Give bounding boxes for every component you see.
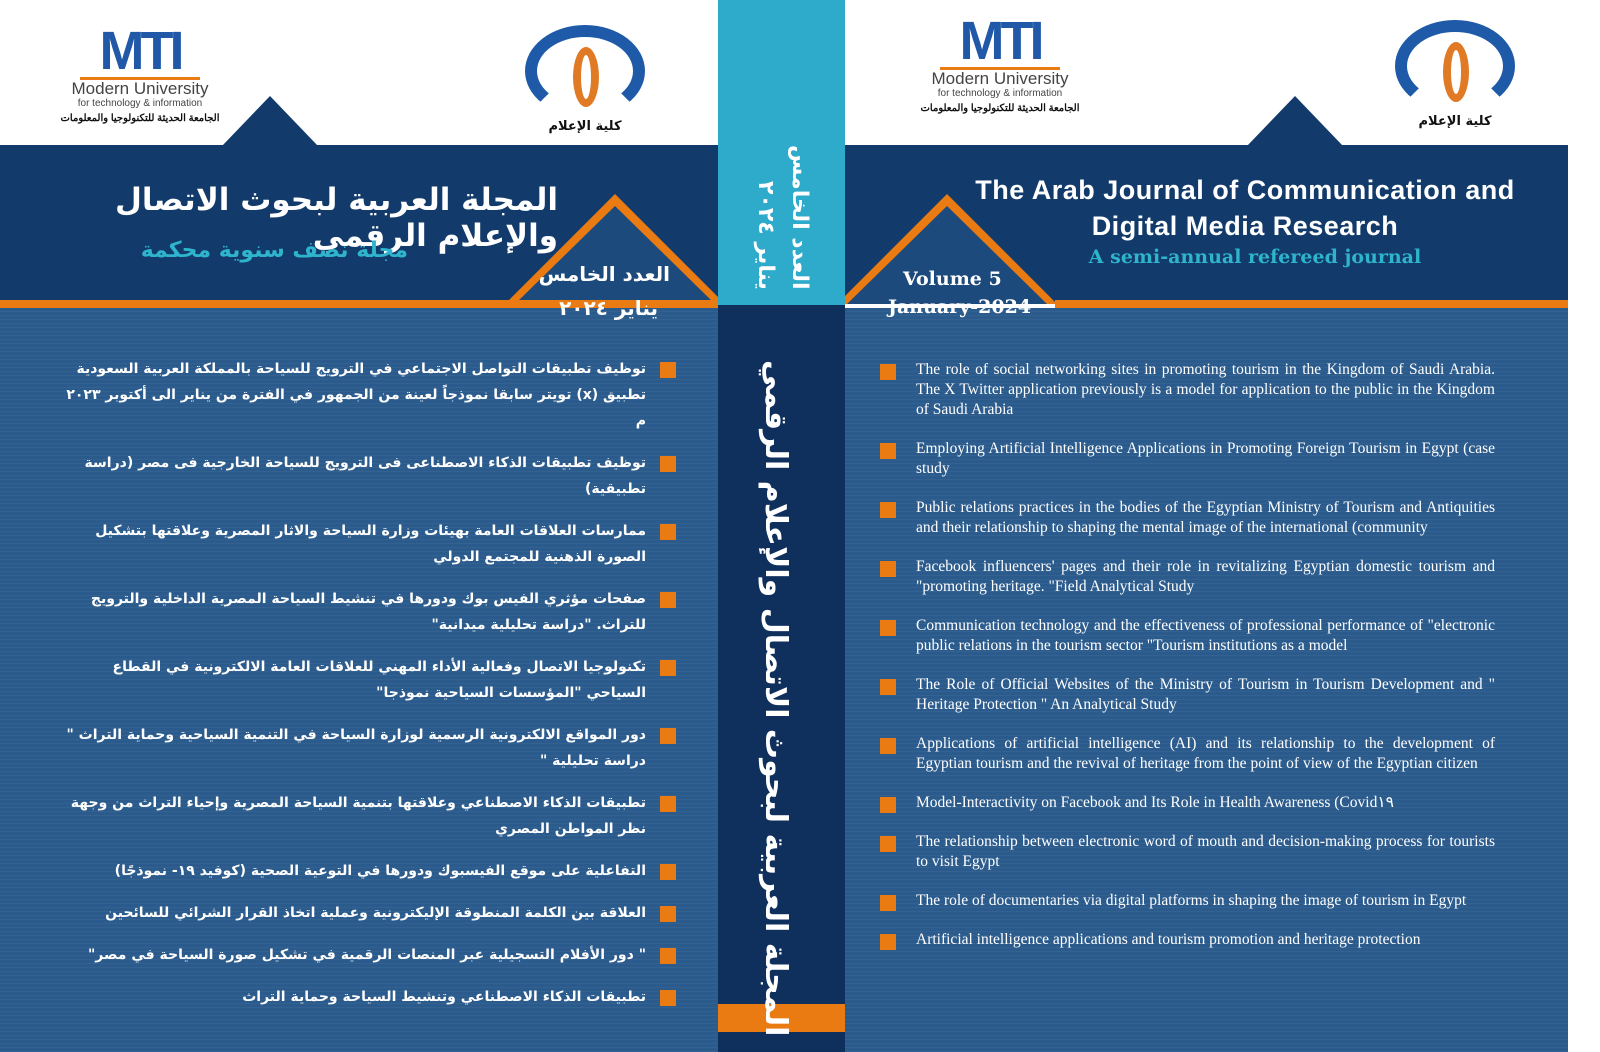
english-article-list [880, 360, 1495, 969]
article-title: تكنولوجيا الاتصال وفعالية الأداء المهني للعلاقات العامة الالكترونية في القطاع السياحي "المؤسسات السياحية نموذجا" [112, 659, 646, 701]
article-title: توظيف تطبيقات الذكاء الاصطناعى فى الترويج للسياحة الخارجية فى مصر (دراسة تطبيقية) [84, 455, 646, 497]
english-subtitle: A semi-annual refereed journal [1088, 246, 1422, 268]
article-title: The role of social networking sites in promoting tourism in the Kingdom of Saudi Arabia. The X Twitter application previously is a model for application to the public in the Kingdom of Saudi Arabia [916, 361, 1495, 418]
article-title: " دور الأفلام التسجيلية عبر المنصات الرقمية في تشكيل صورة السياحة في مصر" [87, 947, 646, 963]
decorative-triangle [1247, 96, 1343, 146]
spine-issue: العدد الخامس يناير ٢٠٢٤ [753, 145, 812, 290]
article-title: Model-Interactivity on Facebook and Its Role in Health Awareness (Covid١٩ [916, 794, 1394, 811]
bullet-square-icon [880, 561, 896, 577]
issue-date: January-2024 [888, 296, 1032, 318]
arabic-subtitle: مجلة نصف سنوية محكمة [140, 238, 408, 263]
article-item [56, 900, 676, 926]
article-item [880, 891, 1495, 911]
bullet-square-icon [880, 364, 896, 380]
article-title: دور المواقع الالكترونية الرسمية لوزارة السياحة في التنمية السياحية وحماية التراث " دراسة تحليلية " [66, 727, 646, 769]
article-item [880, 439, 1495, 479]
article-title: التفاعلية على موقع الفيسبوك ودورها في التوعية الصحية (كوفيد ١٩- نموذجًا) [114, 863, 646, 879]
bullet-square-icon [880, 502, 896, 518]
bullet-square-icon [880, 738, 896, 754]
article-title: Communication technology and the effectiveness of professional performance of "electronic public relations in the tourism sector "Tourism institutions as a model [916, 617, 1495, 654]
bullet-square-icon [660, 728, 676, 744]
article-item [56, 356, 676, 434]
english-title: The Arab Journal of Communication and Digital Media Research [975, 175, 1515, 241]
bullet-square-icon [880, 797, 896, 813]
bullet-square-icon [660, 592, 676, 608]
volume: Volume 5 [903, 268, 1002, 290]
bullet-square-icon [660, 990, 676, 1006]
bullet-square-icon [660, 456, 676, 472]
article-item [880, 832, 1495, 872]
bullet-square-icon [660, 524, 676, 540]
article-title: تطبيقات الذكاء الاصطناعي وتنشيط السياحة وحماية التراث [242, 989, 646, 1005]
article-title: The Role of Official Websites of the Ministry of Tourism in Tourism Development and " Heritage Protection " An Analytical Study [916, 676, 1495, 713]
article-title: The role of documentaries via digital platforms in shaping the image of tourism in Egypt [916, 892, 1467, 909]
arabic-title: المجلة العربية لبحوث الاتصال والإعلام الرقمي [114, 182, 558, 254]
article-item [56, 450, 676, 502]
article-title: صفحات مؤثري الفيس بوك ودورها في تنشيط السياحة المصرية الداخلية والترويج للتراث. "دراسة تحليلية ميدانية" [90, 591, 646, 633]
bullet-square-icon [660, 362, 676, 378]
bullet-square-icon [880, 443, 896, 459]
bullet-square-icon [660, 948, 676, 964]
article-item [880, 498, 1495, 538]
bullet-square-icon [660, 906, 676, 922]
article-item [880, 793, 1495, 813]
article-title: العلاقة بين الكلمة المنطوقة الإليكترونية وعملية اتخاذ القرار الشرائي للسائحين [105, 905, 646, 921]
bullet-square-icon [880, 836, 896, 852]
article-item [56, 942, 676, 968]
article-item [880, 557, 1495, 597]
article-item [56, 984, 676, 1010]
bullet-square-icon [660, 864, 676, 880]
spine-title: المجلة العربية لبحوث الاتصال والإعلام الرقمي [758, 360, 793, 1037]
article-item [880, 616, 1495, 656]
article-item [880, 734, 1495, 774]
article-item [880, 930, 1495, 950]
article-item [56, 518, 676, 570]
arabic-date: يناير ٢٠٢٤ [559, 296, 658, 320]
article-item [56, 858, 676, 884]
article-title: Artificial intelligence applications and tourism promotion and heritage protection [916, 931, 1421, 948]
bullet-square-icon [880, 934, 896, 950]
bullet-square-icon [880, 679, 896, 695]
bullet-square-icon [660, 660, 676, 676]
bullet-square-icon [660, 796, 676, 812]
front-cover [845, 0, 1568, 1052]
article-title: تطبيقات الذكاء الاصطناعي وعلاقتها بتنمية السياحة المصرية وإحياء التراث من وجهة نظر المواطن المصري [70, 795, 646, 837]
article-title: Facebook influencers' pages and their role in revitalizing Egyptian domestic tourism and "promoting heritage. "Field Analytical Study [916, 558, 1495, 595]
faculty-logo: كلية الإعلام [515, 25, 655, 134]
article-item [56, 790, 676, 842]
article-item [880, 675, 1495, 715]
back-cover [0, 0, 718, 1052]
article-item [56, 654, 676, 706]
article-item [56, 722, 676, 774]
mti-logo: MTI Modern University for technology & information الجامعة الحديثة للتكنولوجيا والمعلومات [60, 21, 220, 124]
arabic-article-list [56, 356, 676, 1026]
article-item [56, 586, 676, 638]
bullet-square-icon [880, 620, 896, 636]
arabic-issue: العدد الخامس [538, 262, 670, 286]
article-title: ممارسات العلاقات العامة بهيئات وزارة السياحة والاثار المصرية وعلاقتها بتشكيل الصورة الذهنية للمجتمع الدولي [95, 523, 646, 565]
article-title: Applications of artificial intelligence (AI) and its relationship to the development of Egyptian tourism and the revival of heritage from the point of view of the Egyptian citizen [916, 735, 1495, 772]
decorative-triangle [222, 96, 318, 146]
article-title: Employing Artificial Intelligence Applications in Promoting Foreign Tourism in Egypt (case study [916, 440, 1495, 477]
article-title: توظيف تطبيقات التواصل الاجتماعي في الترويج للسياحة بالمملكة العربية السعودية تطبيق (x) تويتر سابقا نموذجاً لعينة من الجمهور في الفترة من يناير الى أكتوبر ٢٠٢٣ م [66, 361, 646, 429]
spine [718, 0, 845, 1052]
article-item [880, 360, 1495, 420]
article-title: Public relations practices in the bodies of the Egyptian Ministry of Tourism and Antiquities and their relationship to shaping the mental image of the international (community [916, 499, 1495, 536]
mti-logo: MTI Modern University for technology & information الجامعة الحديثة للتكنولوجيا والمعلومات [920, 11, 1080, 114]
faculty-logo: كلية الإعلام [1390, 20, 1520, 129]
article-title: The relationship between electronic word of mouth and decision-making process for tourists to visit Egypt [916, 833, 1495, 870]
bullet-square-icon [880, 895, 896, 911]
